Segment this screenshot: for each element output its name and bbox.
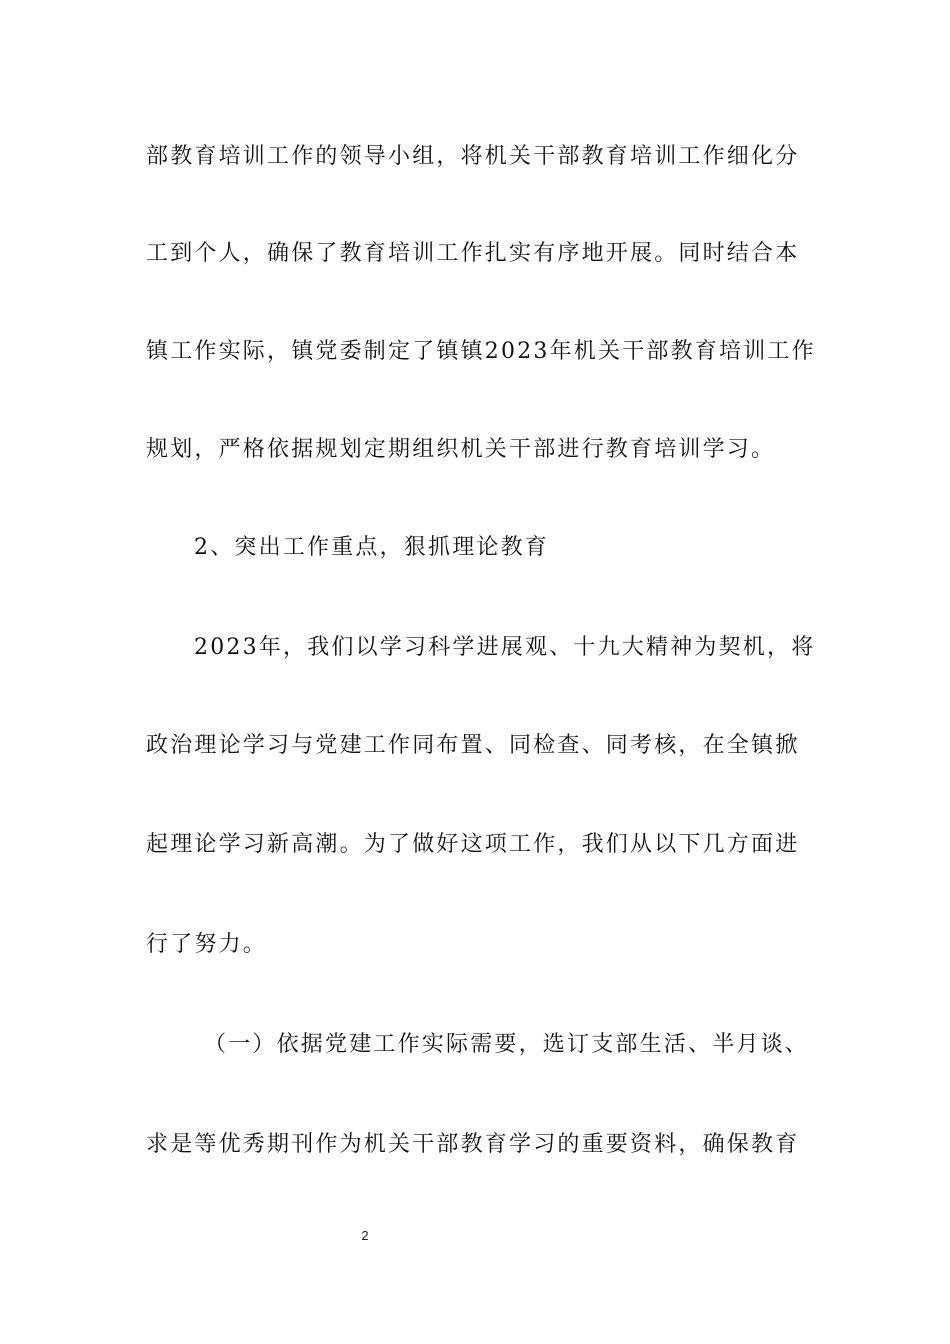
paragraph-line: （一）依据党建工作实际需要，选订支部生活、半月谈、 (204, 1032, 810, 1057)
paragraph-line: 规划，严格依据规划定期组织机关干部进行教育培训学习。 (146, 437, 776, 462)
paragraph-line: 部教育培训工作的领导小组，将机关干部教育培训工作细化分 (146, 144, 800, 169)
paragraph-line: 2023年，我们以学习科学进展观、十九大精神为契机，将 (194, 635, 816, 660)
page-number: 2 (361, 1228, 369, 1243)
section-heading: 2、突出工作重点，狠抓理论教育 (194, 535, 549, 560)
paragraph-line: 工到个人，确保了教育培训工作扎实有序地开展。同时结合本 (146, 241, 800, 266)
paragraph-line: 求是等优秀期刊作为机关干部教育学习的重要资料，确保教育 (146, 1132, 800, 1157)
paragraph-line: 政治理论学习与党建工作同布置、同检查、同考核，在全镇掀 (146, 733, 800, 758)
paragraph-line: 镇工作实际，镇党委制定了镇镇2023年机关干部教育培训工作 (146, 339, 816, 364)
paragraph-line: 起理论学习新高潮。为了做好这项工作，我们从以下几方面进 (146, 832, 800, 857)
paragraph-line: 行了努力。 (146, 932, 268, 957)
